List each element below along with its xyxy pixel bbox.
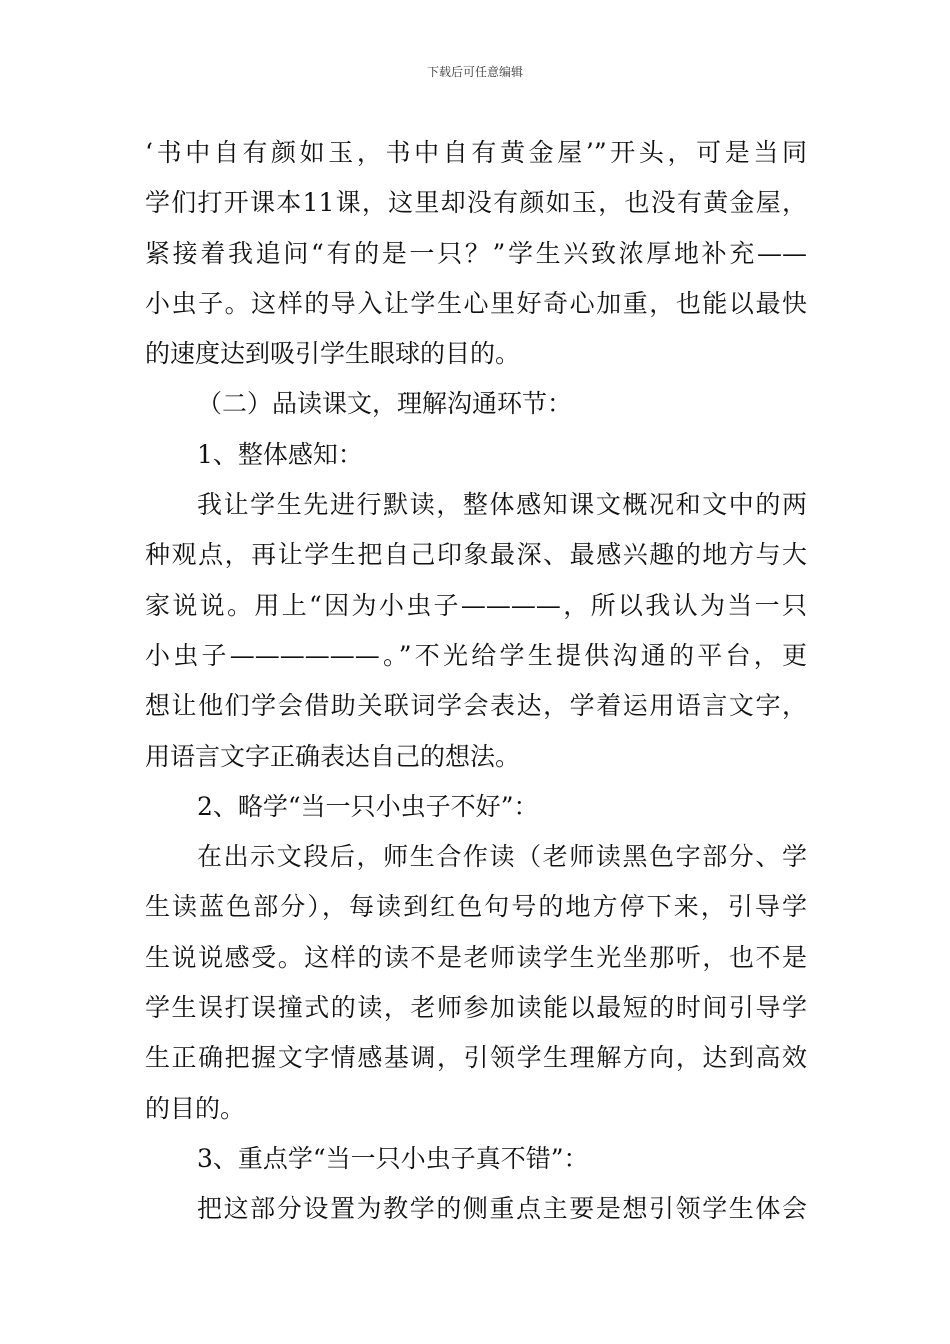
text-line: 家说说。用上“因为小虫子————，所以我认为当一只	[145, 590, 807, 620]
text-line: 我让学生先进行默读，整体感知课文概况和文中的两	[197, 490, 807, 520]
text-line: 生正确把握文字情感基调，引领学生理解方向，达到高效	[145, 1043, 807, 1073]
subsection-heading: 3、重点学“当一只小虫子真不错”：	[197, 1143, 589, 1173]
text-line: 把这部分设置为教学的侧重点主要是想引领学生体会	[197, 1194, 807, 1224]
subsection-heading: 2、略学“当一只小虫子不好”：	[197, 791, 539, 821]
text-line: 的速度达到吸引学生眼球的目的。	[145, 339, 521, 369]
text-line: 的目的。	[145, 1093, 246, 1123]
section-heading: （二）品读课文，理解沟通环节：	[197, 389, 573, 419]
text-line: 小虫子。这样的导入让学生心里好奇心加重，也能以最快	[145, 288, 807, 318]
text-line: 在出示文段后，师生合作读（老师读黑色字部分、学	[197, 842, 807, 872]
page-header: 下载后可任意编辑	[426, 65, 523, 79]
text-line: ‘书中自有颜如玉，书中自有黄金屋’”开头，可是当同	[145, 138, 807, 167]
text-line: 学生误打误撞式的读，老师参加读能以最短的时间引导学	[145, 993, 807, 1023]
subsection-heading: 1、整体感知：	[197, 439, 363, 469]
text-line: 想让他们学会借助关联词学会表达，学着运用语言文字，	[145, 691, 807, 721]
text-line: 种观点，再让学生把自己印象最深、最感兴趣的地方与大	[145, 540, 807, 570]
text-line: 学们打开课本11课，这里却没有颜如玉，也没有黄金屋，	[145, 188, 807, 218]
text-line: 用语言文字正确表达自己的想法。	[145, 741, 521, 771]
text-line: 生读蓝色部分），每读到红色句号的地方停下来，引导学	[145, 892, 807, 922]
text-line: 紧接着我追问“有的是一只？”学生兴致浓厚地补充——	[145, 238, 807, 268]
text-line: 生说说感受。这样的读不是老师读学生光坐那听，也不是	[145, 942, 807, 972]
document-body	[145, 128, 807, 1235]
text-line: 小虫子——————。”不光给学生提供沟通的平台，更	[145, 640, 807, 670]
